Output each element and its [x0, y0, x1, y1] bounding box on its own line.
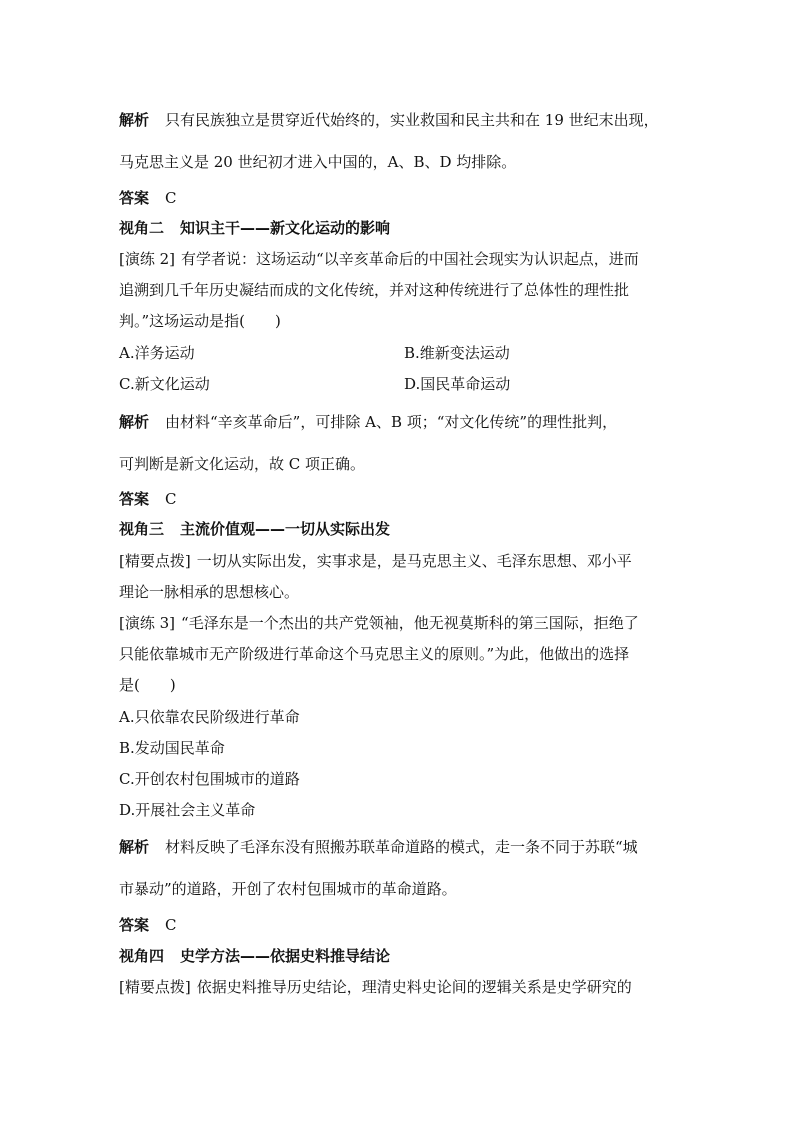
- drill-2-option-a: A.洋务运动: [119, 344, 195, 362]
- answer-label: 答案: [119, 189, 150, 207]
- drill-2-option-d: D.国民革命运动: [404, 375, 511, 393]
- tip-text: 一切从实际出发，实事求是，是马克思主义、毛泽东思想、邓小平: [196, 552, 632, 570]
- answer-value: C: [165, 490, 177, 508]
- tip-tag: [精要点拨]: [119, 978, 191, 996]
- drill-text: “毛泽东是一个杰出的共产党领袖，他无视莫斯科的第三国际，拒绝了: [181, 614, 639, 632]
- drill-2-option-b: B.维新变法运动: [404, 344, 510, 362]
- angle-2-heading: [119, 217, 390, 238]
- analysis-label: 解析: [119, 111, 150, 129]
- angle-3-heading: [119, 518, 390, 539]
- angle-title: 主流价值观——一切从实际出发: [180, 520, 391, 538]
- tip-3-line-1: [119, 550, 632, 571]
- tip-tag: [精要点拨]: [119, 552, 191, 570]
- angle-label: 视角三: [119, 520, 165, 538]
- drill-2-line-2: 追溯到几千年历史凝结而成的文化传统，并对这种传统进行了总体性的理性批: [119, 281, 630, 299]
- drill-3-option-c: C.开创农村包围城市的道路: [119, 770, 300, 788]
- analysis-text: 材料反映了毛泽东没有照搬苏联革命道路的模式，走一条不同于苏联“城: [165, 838, 638, 856]
- tip-3-line-2: 理论一脉相承的思想核心。: [119, 583, 300, 601]
- answer-value: C: [165, 189, 177, 207]
- drill-3-line-1: [119, 612, 639, 633]
- answer-3: [119, 914, 177, 935]
- drill-3-option-d: D.开展社会主义革命: [119, 801, 256, 819]
- analysis-label: 解析: [119, 413, 150, 431]
- drill-tag: [演练 3]: [119, 614, 176, 632]
- analysis-label: 解析: [119, 838, 150, 856]
- angle-4-heading: [119, 945, 390, 966]
- analysis-2-line-1: [119, 411, 617, 432]
- analysis-text: 只有民族独立是贯穿近代始终的，实业救国和民主共和在 19 世纪末出现，: [165, 111, 659, 129]
- analysis-3-line-1: [119, 836, 638, 857]
- tip-4-line-1: [119, 976, 632, 997]
- angle-title: 知识主干——新文化运动的影响: [180, 219, 391, 237]
- drill-tag: [演练 2]: [119, 250, 176, 268]
- answer-value: C: [165, 916, 177, 934]
- analysis-1-line-1: [119, 109, 659, 130]
- angle-label: 视角二: [119, 219, 165, 237]
- answer-1: [119, 187, 177, 208]
- drill-3-line-3: 是( ): [119, 676, 176, 694]
- analysis-2-line-2: 可判断是新文化运动，故 C 项正确。: [119, 455, 366, 473]
- drill-2-option-c: C.新文化运动: [119, 375, 210, 393]
- answer-label: 答案: [119, 916, 150, 934]
- answer-2: [119, 488, 177, 509]
- drill-3-line-2: 只能依靠城市无产阶级进行革命这个马克思主义的原则。”为此，他做出的选择: [119, 645, 630, 663]
- angle-title: 史学方法——依据史料推导结论: [180, 947, 391, 965]
- analysis-1-line-2: 马克思主义是 20 世纪初才进入中国的，A、B、D 均排除。: [119, 153, 517, 171]
- drill-3-option-b: B.发动国民革命: [119, 739, 225, 757]
- tip-text: 依据史料推导历史结论，理清史料史论间的逻辑关系是史学研究的: [196, 978, 632, 996]
- drill-text: 有学者说：这场运动“以辛亥革命后的中国社会现实为认识起点，进而: [181, 250, 639, 268]
- angle-label: 视角四: [119, 947, 165, 965]
- drill-3-option-a: A.只依靠农民阶级进行革命: [119, 708, 300, 726]
- answer-label: 答案: [119, 490, 150, 508]
- drill-2-line-3: 判。”这场运动是指( ): [119, 312, 281, 330]
- analysis-text: 由材料“辛亥革命后”，可排除 A、B 项；“对文化传统”的理性批判，: [165, 413, 618, 431]
- drill-2-line-1: [119, 248, 639, 269]
- analysis-3-line-2: 市暴动”的道路，开创了农村包围城市的革命道路。: [119, 880, 457, 898]
